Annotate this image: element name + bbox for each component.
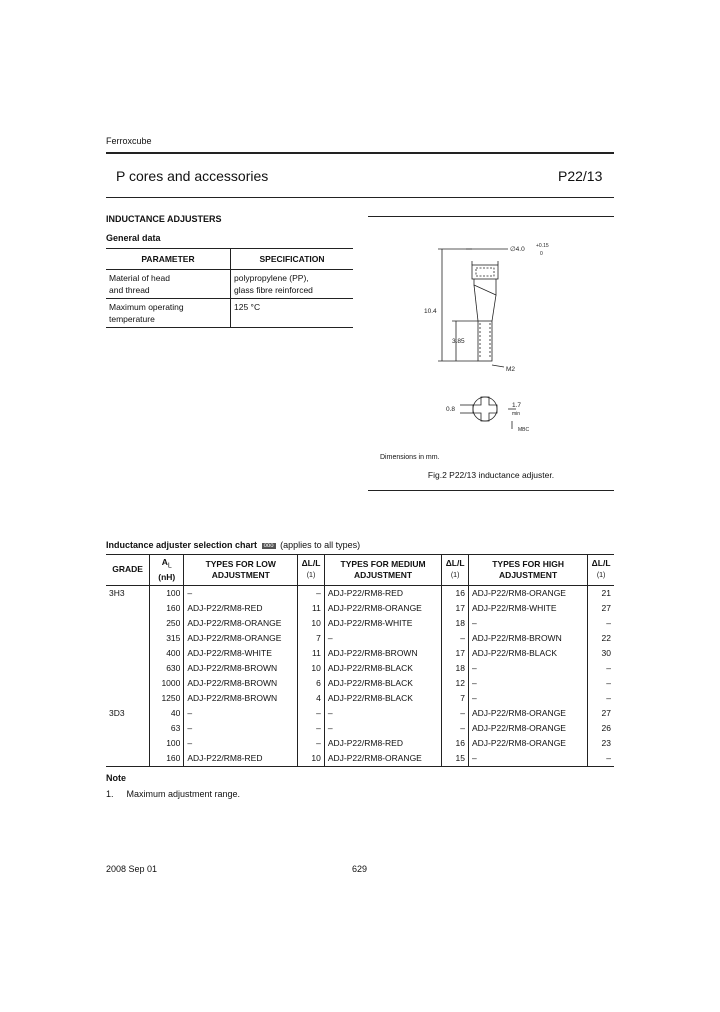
spec-param-line: Material of head xyxy=(109,273,170,283)
cell-low-type: ADJ-P22/RM8-BROWN xyxy=(184,676,298,691)
note-item xyxy=(106,789,240,799)
header-dl-low xyxy=(298,555,325,586)
cell-high-type: – xyxy=(468,691,587,706)
cell-dl-high: – xyxy=(606,677,611,688)
table-row xyxy=(106,676,614,691)
header-high xyxy=(468,555,587,586)
cell-high-type: ADJ-P22/RM8-BLACK xyxy=(468,646,587,661)
product-code: P22/13 xyxy=(558,168,603,184)
cell-low-type: ADJ-P22/RM8-BROWN xyxy=(184,691,298,706)
header-low-line2: ADJUSTMENT xyxy=(211,569,270,580)
cell-dl-low: 11 xyxy=(298,646,325,661)
spec-value-cell xyxy=(231,299,354,328)
header-dl-symbol: ΔL/L xyxy=(591,558,611,569)
cell-dl-low: – xyxy=(298,721,325,736)
cell-dl-high: 26 xyxy=(601,722,611,733)
section-heading: INDUCTANCE ADJUSTERS xyxy=(106,214,222,224)
cell-grade xyxy=(106,616,150,631)
header-al xyxy=(150,555,184,586)
header-low-line1: TYPES FOR LOW xyxy=(205,558,276,569)
cell-al: 1250 xyxy=(150,691,184,706)
page-title: P cores and accessories xyxy=(116,168,269,184)
cell-medium-type: – xyxy=(324,631,441,646)
cell-dl-low: 10 xyxy=(298,661,325,676)
spec-param-line: temperature xyxy=(109,314,155,324)
cell-medium-type: ADJ-P22/RM8-BLACK xyxy=(324,676,441,691)
cell-dl-medium: 16 xyxy=(442,736,469,751)
dim-head-tol-plus: +0.15 xyxy=(536,243,549,249)
cell-dl-high: 23 xyxy=(601,737,611,748)
table-row xyxy=(106,661,614,676)
cell-al: 630 xyxy=(150,661,184,676)
table-row xyxy=(106,616,614,631)
cell-dl-low: – xyxy=(298,736,325,751)
cell-dl-high: – xyxy=(606,662,611,673)
cell-dl-low: 10 xyxy=(298,751,325,767)
table-row xyxy=(106,299,353,328)
cell-dl-low: – xyxy=(298,585,325,601)
page-number: 629 xyxy=(352,864,368,874)
figure-bottom-rule xyxy=(368,490,614,491)
cell-dl-low: – xyxy=(298,706,325,721)
cell-grade xyxy=(106,661,150,676)
table-row xyxy=(106,751,614,767)
dim-slot-min: min xyxy=(512,411,521,417)
cell-dl-low: 4 xyxy=(298,691,325,706)
cell-al: 100 xyxy=(150,736,184,751)
cell-low-type: ADJ-P22/RM8-BROWN xyxy=(184,661,298,676)
selection-chart-heading xyxy=(106,540,360,550)
figure-top-rule xyxy=(368,216,614,217)
cell-low-type: ADJ-P22/RM8-WHITE xyxy=(184,646,298,661)
cell-high-type: ADJ-P22/RM8-ORANGE xyxy=(468,585,587,601)
cell-dl-high: 27 xyxy=(601,602,611,613)
table-row xyxy=(106,585,614,601)
cell-dl-medium: 18 xyxy=(442,661,469,676)
header-high-line2: ADJUSTMENT xyxy=(499,569,558,580)
header-medium-line2: ADJUSTMENT xyxy=(354,569,413,580)
spec-header-row xyxy=(106,249,353,270)
cell-low-type: ADJ-P22/RM8-ORANGE xyxy=(184,631,298,646)
note-text: Maximum adjustment range. xyxy=(126,789,241,799)
header-dl-note: (1) xyxy=(306,572,316,580)
cell-grade: 3D3 xyxy=(106,706,150,721)
cell-high-type: – xyxy=(468,676,587,691)
cell-medium-type: ADJ-P22/RM8-BLACK xyxy=(324,661,441,676)
dim-head-diameter: ∅4.0 xyxy=(510,246,525,253)
cell-dl-high: – xyxy=(588,751,614,767)
cell-al: 160 xyxy=(150,601,184,616)
note-heading: Note xyxy=(106,773,126,783)
cell-dl-high: 30 xyxy=(601,647,611,658)
header-dl-medium xyxy=(442,555,469,586)
cell-dl-medium: – xyxy=(442,706,469,721)
selection-body xyxy=(106,585,614,766)
spec-header-specification: SPECIFICATION xyxy=(231,249,354,270)
cell-dl-high: – xyxy=(606,692,611,703)
selection-chart-title: Inductance adjuster selection chart xyxy=(106,540,258,550)
spec-param-cell xyxy=(106,270,231,299)
cell-al: 250 xyxy=(150,616,184,631)
cell-medium-type: – xyxy=(324,721,441,736)
header-dl-note: (1) xyxy=(450,572,460,580)
cell-low-type: – xyxy=(184,721,298,736)
header-grade: GRADE xyxy=(106,555,150,586)
header-medium-line1: TYPES FOR MEDIUM xyxy=(340,558,426,569)
cell-dl-medium: 17 xyxy=(442,646,469,661)
cell-grade xyxy=(106,736,150,751)
cell-low-type: ADJ-P22/RM8-RED xyxy=(184,751,298,767)
header-al-symbol: A xyxy=(161,557,168,567)
cell-dl-medium: 16 xyxy=(442,585,469,601)
cell-high-type: ADJ-P22/RM8-BROWN xyxy=(468,631,587,646)
cell-dl-medium: – xyxy=(442,631,469,646)
cell-dl-medium: – xyxy=(442,721,469,736)
spec-header-parameter: PARAMETER xyxy=(106,249,231,270)
dim-ref: MBC xyxy=(518,427,530,433)
header-dl-symbol: ΔL/L xyxy=(301,558,321,569)
selection-table xyxy=(106,554,614,767)
selection-chart-badge: ooo xyxy=(263,542,274,549)
head-slot xyxy=(476,268,494,276)
cell-low-type: – xyxy=(184,706,298,721)
cell-medium-type: ADJ-P22/RM8-BLACK xyxy=(324,691,441,706)
cell-low-type: ADJ-P22/RM8-RED xyxy=(184,601,298,616)
spec-value-line: polypropylene (PP), xyxy=(234,273,309,283)
subsection-heading: General data xyxy=(106,233,161,243)
cell-dl-low: 6 xyxy=(298,676,325,691)
cell-medium-type: ADJ-P22/RM8-BROWN xyxy=(324,646,441,661)
table-row xyxy=(106,631,614,646)
header-low xyxy=(184,555,298,586)
cell-dl-medium: 18 xyxy=(442,616,469,631)
cell-dl-medium: 15 xyxy=(442,751,469,767)
cell-medium-type: ADJ-P22/RM8-ORANGE xyxy=(324,751,441,767)
cell-grade xyxy=(106,601,150,616)
spec-value-line: glass fibre reinforced xyxy=(234,285,313,295)
cell-dl-high: – xyxy=(606,617,611,628)
end-view-circle xyxy=(473,397,497,421)
dim-slot-depth: 1.7 xyxy=(512,402,522,409)
spec-value-cell xyxy=(231,270,354,299)
spec-table xyxy=(106,248,353,328)
cell-medium-type: ADJ-P22/RM8-WHITE xyxy=(324,616,441,631)
table-row xyxy=(106,691,614,706)
table-row xyxy=(106,601,614,616)
cell-low-type: – xyxy=(184,736,298,751)
dim-thread: M2 xyxy=(506,366,516,373)
cell-dl-high: 21 xyxy=(601,587,611,598)
cell-dl-low: 7 xyxy=(298,631,325,646)
header-medium xyxy=(324,555,441,586)
cell-low-type: ADJ-P22/RM8-ORANGE xyxy=(184,616,298,631)
cell-al: 400 xyxy=(150,646,184,661)
table-row xyxy=(106,721,614,736)
table-row xyxy=(106,706,614,721)
cell-dl-low: 11 xyxy=(298,601,325,616)
cell-dl-low: 10 xyxy=(298,616,325,631)
cell-grade xyxy=(106,721,150,736)
cell-grade xyxy=(106,676,150,691)
note-number: 1. xyxy=(106,789,114,799)
footer-date: 2008 Sep 01 xyxy=(106,864,158,874)
header-high-line1: TYPES FOR HIGH xyxy=(492,558,564,569)
dim-thread-length: 3.85 xyxy=(452,338,465,345)
adjuster-shoulder xyxy=(474,279,496,295)
cell-high-type: – xyxy=(468,661,587,676)
table-row xyxy=(106,736,614,751)
cell-grade xyxy=(106,751,150,767)
cell-grade xyxy=(106,631,150,646)
cell-al: 160 xyxy=(150,751,184,767)
spec-value-line: 125 °C xyxy=(234,302,261,312)
dim-length: 10.4 xyxy=(424,308,437,315)
cell-medium-type: – xyxy=(324,706,441,721)
spec-param-line: and thread xyxy=(109,285,150,295)
cell-dl-medium: 7 xyxy=(442,691,469,706)
cell-grade: 3H3 xyxy=(106,585,150,601)
header-dl-high xyxy=(588,555,614,586)
figure-caption: Fig.2 P22/13 inductance adjuster. xyxy=(427,470,555,480)
cell-dl-high: 27 xyxy=(601,707,611,718)
cell-high-type: ADJ-P22/RM8-ORANGE xyxy=(468,721,587,736)
cell-dl-medium: 17 xyxy=(442,601,469,616)
header-al-unit: (nH) xyxy=(158,571,176,582)
adjuster-drawing xyxy=(368,225,614,450)
table-row xyxy=(106,270,353,299)
cell-dl-medium: 12 xyxy=(442,676,469,691)
cell-al: 100 xyxy=(150,585,184,601)
cell-al: 315 xyxy=(150,631,184,646)
dimensions-note: Dimensions in mm. xyxy=(380,454,440,461)
cell-high-type: ADJ-P22/RM8-ORANGE xyxy=(468,736,587,751)
selection-header-row xyxy=(106,555,614,586)
dim-head-tol-zero: 0 xyxy=(540,251,543,257)
cell-high-type: – xyxy=(468,751,587,767)
selection-chart-suffix: (applies to all types) xyxy=(280,540,361,550)
table-row xyxy=(106,646,614,661)
dim-slot: 0.8 xyxy=(446,406,456,413)
cell-al: 63 xyxy=(150,721,184,736)
cell-low-type: – xyxy=(184,585,298,601)
spec-param-cell xyxy=(106,299,231,328)
cell-high-type: ADJ-P22/RM8-ORANGE xyxy=(468,706,587,721)
cell-al: 40 xyxy=(150,706,184,721)
header-dl-note: (1) xyxy=(596,572,606,580)
brand-name: Ferroxcube xyxy=(106,136,152,146)
header-dl-symbol: ΔL/L xyxy=(445,558,465,569)
cell-medium-type: ADJ-P22/RM8-RED xyxy=(324,585,441,601)
header-al-subscript: L xyxy=(167,562,172,570)
title-rule xyxy=(106,197,614,198)
cell-dl-high: 22 xyxy=(601,632,611,643)
spec-param-line: Maximum operating xyxy=(109,302,184,312)
cell-high-type: – xyxy=(468,616,587,631)
cell-al: 1000 xyxy=(150,676,184,691)
cell-medium-type: ADJ-P22/RM8-ORANGE xyxy=(324,601,441,616)
cell-high-type: ADJ-P22/RM8-WHITE xyxy=(468,601,587,616)
cell-medium-type: ADJ-P22/RM8-RED xyxy=(324,736,441,751)
header-rule xyxy=(106,152,614,154)
cell-grade xyxy=(106,646,150,661)
cell-grade xyxy=(106,691,150,706)
